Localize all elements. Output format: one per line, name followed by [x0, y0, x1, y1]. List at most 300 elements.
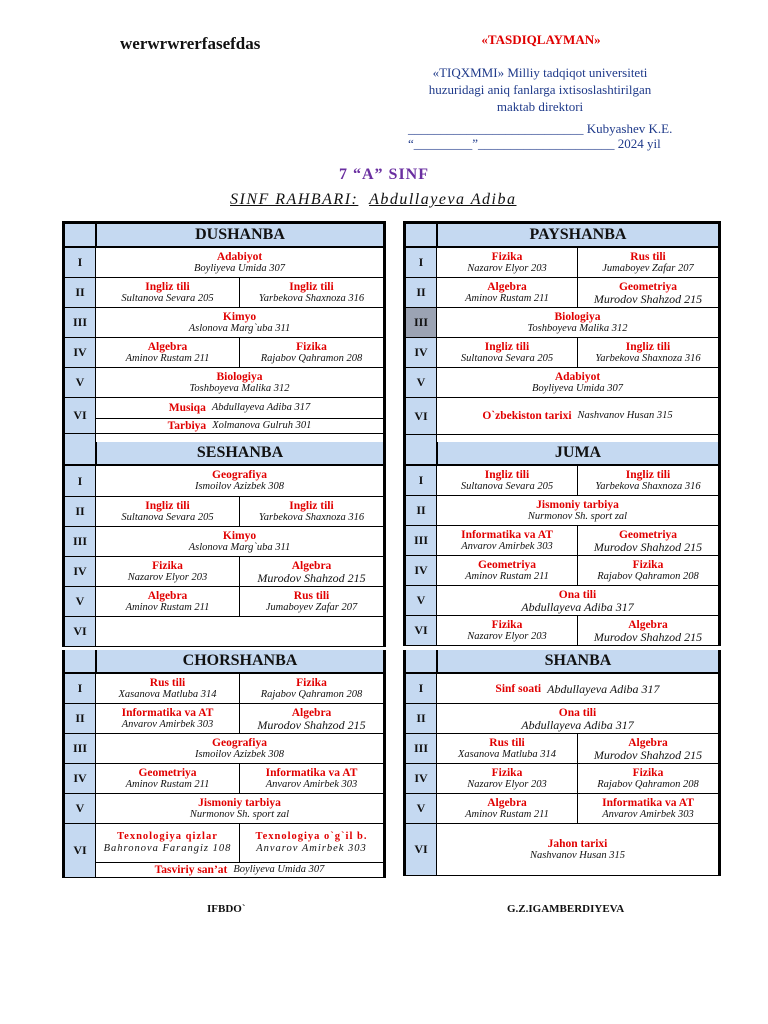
- day-header-spacer: [65, 442, 97, 464]
- lesson-row: [406, 734, 718, 764]
- subject-name: Kimyo: [222, 529, 257, 542]
- lesson-cell: [577, 734, 718, 763]
- lesson-number: III: [65, 308, 96, 337]
- teacher-room: Nazarov Elyor 203: [467, 262, 547, 274]
- teacher-room: Yarbekova Shaxnoza 316: [595, 352, 701, 364]
- lesson-number: VI: [406, 824, 437, 875]
- lesson-row: [65, 824, 383, 878]
- lesson-cell: [577, 556, 718, 585]
- day-block-juma: [403, 442, 721, 646]
- lesson-row: [65, 527, 383, 557]
- lesson-line: [96, 734, 383, 763]
- teacher-room: Abdullayeva Adiba 317: [211, 402, 311, 413]
- lesson-number: IV: [65, 338, 96, 367]
- subject-name: Jismoniy tarbiya: [198, 796, 281, 809]
- lesson-number: I: [65, 674, 96, 703]
- lesson-line: [437, 704, 718, 733]
- teacher-room: Bahronova Farangiz 108: [103, 843, 232, 854]
- lesson-row: [65, 466, 383, 497]
- lesson-content: [96, 368, 383, 397]
- subject-name: Algebra: [628, 618, 668, 631]
- lesson-cell: [437, 308, 718, 337]
- lesson-number: IV: [65, 764, 96, 793]
- lesson-cell: [96, 674, 239, 703]
- lesson-line: [437, 308, 718, 337]
- subject-name: Ingliz tili: [625, 340, 671, 353]
- lesson-line: [437, 496, 718, 525]
- lesson-line: [437, 466, 718, 495]
- lesson-content: [437, 704, 718, 733]
- teacher-room: Yarbekova Shaxnoza 316: [258, 292, 365, 304]
- lesson-line: [96, 617, 383, 646]
- subject-name: Algebra: [487, 280, 527, 293]
- lesson-row: [406, 824, 718, 876]
- lesson-content: [437, 496, 718, 525]
- lesson-line: [437, 368, 718, 397]
- lesson-row: [65, 248, 383, 278]
- lesson-row: [65, 587, 383, 617]
- signature-line: ___________________________ Kubyashev K.E.: [408, 121, 673, 136]
- lesson-number: VI: [65, 398, 96, 433]
- lesson-line: [96, 587, 383, 616]
- lesson-number: V: [406, 794, 437, 823]
- teacher-room: Jumaboyev Zafar 207: [602, 262, 694, 274]
- teacher-room: Xasanova Matluba 314: [458, 748, 556, 760]
- day-header: [65, 650, 383, 674]
- subject-name: Ona tili: [558, 588, 597, 601]
- lesson-row: [406, 704, 718, 734]
- lesson-content: [96, 308, 383, 337]
- lesson-content: [96, 248, 383, 277]
- teacher-room: Nurmonov Sh. sport zal: [527, 510, 628, 522]
- subject-name: Algebra: [291, 706, 332, 719]
- lesson-content: [96, 674, 383, 703]
- lesson-cell: [96, 278, 239, 307]
- subject-name: Ona tili: [558, 706, 597, 719]
- teacher-room: Ismoilov Azizbek 308: [194, 748, 285, 760]
- lesson-cell: [437, 398, 718, 434]
- lesson-content: [437, 764, 718, 793]
- teacher-room: Murodov Shahzod 215: [593, 291, 703, 306]
- lesson-content: [96, 527, 383, 556]
- lesson-row: [65, 557, 383, 587]
- lesson-number: I: [406, 674, 437, 703]
- subject-name: Rus tili: [489, 736, 525, 749]
- teacher-room: Rajabov Qahramon 208: [597, 570, 699, 582]
- lesson-line: [96, 466, 383, 496]
- lesson-content: [437, 616, 718, 645]
- teacher-room: Anvarov Amirbek 303: [602, 808, 694, 820]
- lesson-number: III: [406, 526, 437, 555]
- lesson-content: [437, 556, 718, 585]
- lesson-line: [437, 556, 718, 585]
- lesson-content: [437, 398, 718, 434]
- teacher-room: Aslonova Marg`uba 311: [188, 322, 291, 334]
- subject-name: Adabiyot: [216, 250, 263, 263]
- day-title: JUMA: [438, 442, 718, 464]
- lesson-cell: [437, 764, 577, 793]
- lesson-cell: [96, 248, 383, 277]
- lesson-row: [65, 704, 383, 734]
- footer-right: G.Z.IGAMBERDIYEVA: [507, 903, 625, 915]
- subject-name: Fizika: [491, 618, 523, 631]
- lesson-cell: [437, 704, 718, 733]
- lesson-number: III: [65, 527, 96, 556]
- class-teacher-label: SINF RAHBARI:: [230, 191, 359, 208]
- lesson-line: [96, 418, 383, 433]
- lesson-cell: [96, 466, 383, 496]
- university-line-1: «TIQXMMI» Milliy tadqiqot universiteti: [432, 65, 648, 80]
- day-title: SHANBA: [438, 650, 718, 672]
- lesson-cell: [96, 338, 239, 367]
- lesson-row: [65, 734, 383, 764]
- lesson-line: [437, 674, 718, 703]
- lesson-cell: [437, 556, 577, 585]
- lesson-number: IV: [406, 556, 437, 585]
- subject-name: Fizika: [632, 766, 664, 779]
- subject-name: Ingliz tili: [484, 340, 530, 353]
- teacher-room: Nazarov Elyor 203: [467, 778, 547, 790]
- university-line-3: maktab direktori: [496, 99, 584, 114]
- lesson-cell: [96, 824, 239, 862]
- teacher-room: Rajabov Qahramon 208: [260, 688, 363, 700]
- lesson-line: [96, 278, 383, 307]
- lesson-cell: [96, 527, 383, 556]
- lesson-number: I: [65, 466, 96, 496]
- lesson-line: [96, 368, 383, 397]
- lesson-row: [406, 526, 718, 556]
- class-title: 7 “A” SINF: [338, 166, 429, 183]
- lesson-cell: [577, 794, 718, 823]
- subject-name: Ingliz tili: [484, 468, 530, 481]
- day-block-seshanba: [62, 442, 386, 647]
- lesson-number: V: [65, 368, 96, 397]
- lesson-number: I: [65, 248, 96, 277]
- teacher-room: Xolmanova Gulruh 301: [212, 420, 312, 431]
- lesson-cell: [577, 248, 718, 277]
- class-teacher: [0, 191, 752, 209]
- footer-left: IFBDO`: [207, 903, 246, 915]
- subject-name: Ingliz tili: [145, 280, 190, 293]
- day-title: DUSHANBA: [97, 224, 383, 246]
- lesson-line: [437, 586, 718, 615]
- lesson-number: II: [65, 704, 96, 733]
- lesson-cell: [96, 308, 383, 337]
- lesson-line: [96, 527, 383, 556]
- lesson-cell: [437, 674, 718, 703]
- subject-name: Fizika: [296, 340, 327, 353]
- lesson-line: [96, 704, 383, 733]
- subject-name: Informatika va AT: [265, 766, 358, 779]
- lesson-content: [437, 794, 718, 823]
- lesson-content: [437, 278, 718, 307]
- subject-name: Tasviriy san’at: [154, 864, 228, 876]
- subject-name: Fizika: [491, 766, 523, 779]
- lesson-row: [406, 674, 718, 704]
- lesson-content: [437, 248, 718, 277]
- subject-name: Rus tili: [630, 250, 666, 263]
- teacher-room: Abdullayeva Adiba 317: [521, 599, 634, 614]
- lesson-cell: [96, 863, 383, 877]
- lesson-cell: [437, 466, 577, 495]
- subject-name: Kimyo: [222, 310, 257, 323]
- lesson-cell: [437, 794, 577, 823]
- lesson-number: VI: [65, 824, 96, 877]
- day-header: [406, 442, 718, 466]
- lesson-number: IV: [65, 557, 96, 586]
- lesson-number: II: [65, 278, 96, 307]
- teacher-room: Xasanova Matluba 314: [118, 688, 217, 700]
- subject-name: Biologiya: [216, 370, 263, 383]
- lesson-cell: [437, 368, 718, 397]
- lesson-row: [65, 764, 383, 794]
- subject-name: Fizika: [491, 250, 523, 263]
- lesson-line: [437, 526, 718, 555]
- document-code: werwrwrerfasefdas: [120, 34, 261, 53]
- lesson-line: [437, 338, 718, 367]
- lesson-number: II: [406, 496, 437, 525]
- teacher-room: Anvarov Amirbek 303: [256, 843, 367, 854]
- subject-name: Algebra: [147, 340, 188, 353]
- day-block-shanba: [403, 650, 721, 876]
- teacher-room: Anvarov Amirbek 303: [461, 540, 553, 552]
- teacher-room: Anvarov Amirbek 303: [121, 718, 214, 730]
- teacher-room: Aminov Rustam 211: [125, 601, 210, 613]
- lesson-content: [96, 617, 383, 646]
- teacher-room: Abdullayeva Adiba 317: [521, 717, 634, 732]
- lesson-line: [96, 862, 383, 877]
- lesson-cell: [577, 616, 718, 645]
- lesson-content: [96, 557, 383, 586]
- subject-name: Geometriya: [138, 766, 197, 779]
- day-header-spacer: [406, 224, 438, 246]
- teacher-room: Anvarov Amirbek 303: [265, 778, 358, 790]
- teacher-room: Nashvanov Husan 315: [529, 849, 626, 861]
- lesson-cell: [239, 674, 383, 703]
- subject-name: Texnologiya qizlar: [117, 831, 218, 842]
- lesson-cell: [437, 248, 577, 277]
- lesson-line: [96, 824, 383, 862]
- day-header-spacer: [65, 224, 97, 246]
- day-title: SESHANBA: [97, 442, 383, 464]
- lesson-cell: [239, 557, 383, 586]
- subject-name: Fizika: [632, 558, 664, 571]
- lesson-number: II: [406, 704, 437, 733]
- lesson-cell: [239, 278, 383, 307]
- subject-name: Fizika: [296, 676, 327, 689]
- lesson-row: [65, 308, 383, 338]
- lesson-cell: [239, 587, 383, 616]
- lesson-number: VI: [406, 398, 437, 434]
- lesson-cell: [239, 497, 383, 526]
- teacher-room: Aminov Rustam 211: [465, 570, 549, 582]
- lesson-content: [437, 674, 718, 703]
- lesson-content: [437, 466, 718, 495]
- lesson-cell: [239, 824, 383, 862]
- lesson-cell: [437, 734, 577, 763]
- lesson-row: [65, 617, 383, 647]
- teacher-room: Toshboyeva Malika 312: [527, 322, 628, 334]
- lesson-line: [96, 764, 383, 793]
- subject-name: Algebra: [291, 559, 332, 572]
- lesson-line: [96, 557, 383, 586]
- university-block: [380, 64, 700, 115]
- lesson-row: [65, 398, 383, 434]
- teacher-room: Aslonova Marg`uba 311: [188, 541, 291, 553]
- lesson-number: V: [406, 368, 437, 397]
- lesson-content: [96, 466, 383, 496]
- lesson-content: [96, 824, 383, 877]
- lesson-cell: [577, 526, 718, 555]
- date-line: “_________”_____________________ 2024 yil: [408, 136, 661, 151]
- lesson-cell: [577, 466, 718, 495]
- teacher-room: Ismoilov Azizbek 308: [194, 481, 285, 492]
- lesson-content: [96, 704, 383, 733]
- teacher-room: Nazarov Elyor 203: [127, 571, 208, 583]
- teacher-room: Boyliyeva Umida 307: [233, 864, 325, 875]
- subject-name: Informatika va AT: [121, 706, 214, 719]
- day-header: [65, 224, 383, 248]
- lesson-line: [437, 824, 718, 875]
- lesson-cell: [437, 278, 577, 307]
- lesson-row: [406, 466, 718, 496]
- subject-name: Rus tili: [293, 589, 330, 602]
- teacher-room: Murodov Shahzod 215: [257, 717, 366, 732]
- lesson-row: [65, 794, 383, 824]
- lesson-line: [437, 248, 718, 277]
- lesson-cell: [577, 278, 718, 307]
- day-block-chorshanba: [62, 650, 386, 878]
- lesson-content: [437, 824, 718, 875]
- lesson-cell: [239, 704, 383, 733]
- subject-name: Geografiya: [212, 736, 267, 749]
- lesson-row: [406, 368, 718, 398]
- lesson-cell: [577, 764, 718, 793]
- teacher-room: Nashvanov Husan 315: [577, 410, 673, 421]
- lesson-cell: [96, 734, 383, 763]
- lesson-content: [437, 368, 718, 397]
- day-header: [406, 224, 718, 248]
- lesson-number: VI: [65, 617, 96, 646]
- lesson-row: [65, 368, 383, 398]
- lesson-cell: [577, 338, 718, 367]
- subject-name: Geografiya: [212, 469, 267, 481]
- lesson-cell: [96, 497, 239, 526]
- teacher-room: Rajabov Qahramon 208: [260, 352, 363, 364]
- lesson-number: V: [65, 587, 96, 616]
- subject-name: Geometriya: [477, 558, 537, 571]
- lesson-row: [406, 794, 718, 824]
- lesson-cell: [96, 704, 239, 733]
- teacher-room: Murodov Shahzod 215: [593, 629, 703, 644]
- teacher-room: Jumaboyev Zafar 207: [265, 601, 358, 613]
- subject-name: Algebra: [487, 796, 527, 809]
- lesson-number: I: [406, 466, 437, 495]
- lesson-content: [96, 278, 383, 307]
- lesson-row: [406, 398, 718, 435]
- teacher-room: Murodov Shahzod 215: [257, 570, 366, 585]
- lesson-row: [65, 497, 383, 527]
- lesson-content: [96, 398, 383, 433]
- lesson-cell: [96, 419, 383, 433]
- lesson-row: [406, 278, 718, 308]
- lesson-row: [406, 586, 718, 616]
- teacher-room: Yarbekova Shaxnoza 316: [258, 511, 365, 523]
- lesson-number: III: [406, 308, 437, 337]
- subject-name: Informatika va AT: [602, 796, 694, 809]
- lesson-number: I: [406, 248, 437, 277]
- subject-name: Musiqa: [168, 402, 206, 414]
- lesson-cell: [96, 557, 239, 586]
- lesson-cell: [96, 368, 383, 397]
- subject-name: Tarbiya: [167, 420, 207, 432]
- lesson-content: [437, 734, 718, 763]
- lesson-cell: [437, 496, 718, 525]
- lesson-cell: [96, 617, 383, 646]
- university-line-2: huzuridagi aniq fanlarga ixtisoslashtirilgan: [428, 82, 652, 97]
- lesson-number: II: [65, 497, 96, 526]
- lesson-cell: [437, 338, 577, 367]
- class-teacher-name: Abdullayeva Adiba: [369, 191, 517, 208]
- teacher-room: Murodov Shahzod 215: [593, 539, 703, 554]
- lesson-content: [96, 338, 383, 367]
- lesson-number: IV: [406, 764, 437, 793]
- subject-name: Geometriya: [618, 280, 678, 293]
- teacher-room: Aminov Rustam 211: [125, 778, 210, 790]
- subject-name: Geometriya: [618, 528, 678, 541]
- lesson-number: III: [406, 734, 437, 763]
- lesson-cell: [239, 764, 383, 793]
- subject-name: Ingliz tili: [289, 499, 334, 512]
- teacher-room: Toshboyeva Malika 312: [189, 382, 290, 394]
- subject-name: Fizika: [152, 559, 183, 572]
- lesson-line: [437, 278, 718, 307]
- day-header: [406, 650, 718, 674]
- subject-name: Algebra: [147, 589, 188, 602]
- teacher-room: Abdullayeva Adiba 317: [547, 681, 660, 696]
- teacher-room: Boyliyeva Umida 307: [532, 382, 623, 394]
- lesson-number: II: [406, 278, 437, 307]
- lesson-line: [96, 674, 383, 703]
- lesson-row: [65, 338, 383, 368]
- day-title: CHORSHANBA: [97, 650, 383, 672]
- teacher-room: Sultanova Sevara 205: [460, 480, 554, 492]
- lesson-line: [96, 794, 383, 823]
- day-header-spacer: [406, 650, 438, 672]
- lesson-line: [96, 398, 383, 418]
- subject-name: Sinf soati: [495, 682, 542, 695]
- lesson-row: [65, 278, 383, 308]
- lesson-content: [437, 586, 718, 615]
- subject-name: Ingliz tili: [145, 499, 190, 512]
- teacher-room: Aminov Rustam 211: [465, 808, 549, 820]
- lesson-cell: [437, 616, 577, 645]
- subject-name: Rus tili: [149, 676, 186, 689]
- lesson-cell: [437, 526, 577, 555]
- day-header-spacer: [406, 442, 438, 464]
- subject-name: Algebra: [628, 736, 668, 749]
- subject-name: Ingliz tili: [625, 468, 671, 481]
- lesson-content: [96, 587, 383, 616]
- teacher-room: Aminov Rustam 211: [465, 292, 549, 304]
- lesson-row: [406, 248, 718, 278]
- lesson-line: [96, 248, 383, 277]
- subject-name: O`zbekiston tarixi: [482, 410, 572, 422]
- subject-name: Ingliz tili: [289, 280, 334, 293]
- lesson-line: [96, 338, 383, 367]
- teacher-room: Sultanova Sevara 205: [460, 352, 554, 364]
- lesson-row: [406, 556, 718, 586]
